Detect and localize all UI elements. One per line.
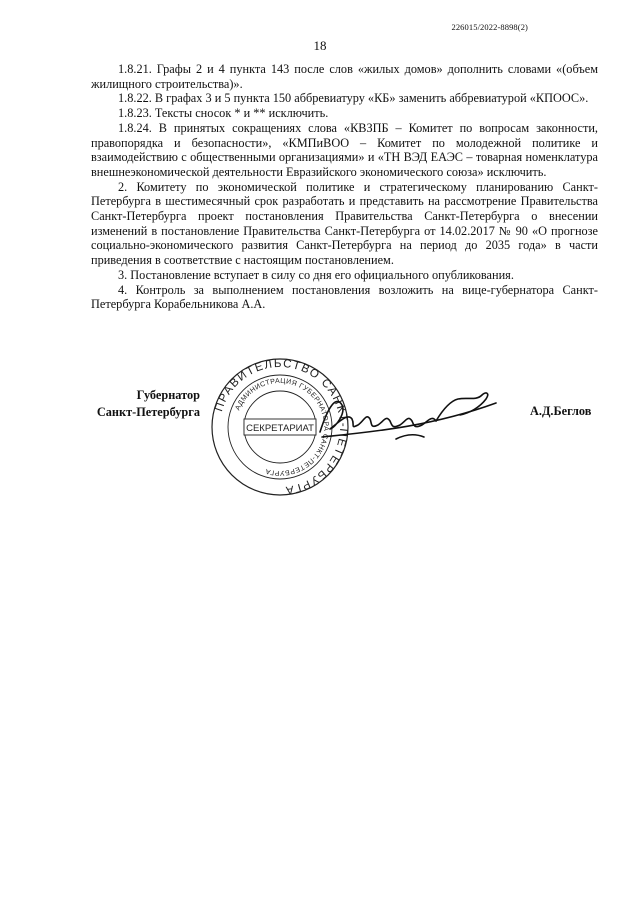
signatory-title-line1: Губернатор bbox=[136, 388, 200, 402]
paragraph-3: 3. Постановление вступает в силу со дня его официального опубликования. bbox=[118, 267, 514, 282]
handwritten-signature bbox=[300, 377, 510, 457]
paragraph-1-8-23: 1.8.23. Тексты сносок * и ** исключить. bbox=[118, 106, 329, 121]
paragraph-4: 4. Контроль за выполнением постановления возложить на вице-губернатора Санкт-Петербурга Корабельникова А.А. bbox=[91, 282, 598, 312]
seal-inner-text: АДМИНИСТРАЦИЯ ГУБЕРНАТОРА САНКТ-ПЕТЕРБУРГА bbox=[234, 377, 330, 477]
page-number: 18 bbox=[313, 38, 327, 53]
seal-center-text: СЕКРЕТАРИАТ bbox=[246, 423, 314, 434]
paragraph-2: 2. Комитету по экономической политике и стратегическому планированию Санкт-Петербурга в шестимесячный срок разработать и представить на рассмотрение Правительства Санкт-Петербурга проект постановления Правительства Санкт-Петербурга о внесении изменений в постановление Правительства Санкт-Петербурга от 14.02.2017 № 90 «О прогнозе социально-экономического развития Санкт-Петербурга на период до 2035 года» в части приведения в соответствие с настоящим постановлением. bbox=[91, 179, 598, 268]
document-body bbox=[91, 62, 598, 312]
document-id: 226015/2022-8898(2) bbox=[451, 22, 528, 32]
paragraph-1-8-24: 1.8.24. В принятых сокращениях слова «КВЗПБ – Комитет по вопросам законности, правопорядка и безопасности», «КМПиВОО – Комитет по молодежной политике и взаимодействию с общественными организациями» и «ТН ВЭД ЕАЭС – товарная номенклатура внешнеэкономической деятельности Евразийского экономического союза» исключить. bbox=[91, 120, 598, 179]
signatory-title-line2: Санкт-Петербурга bbox=[96, 405, 200, 419]
signatory-title bbox=[92, 387, 200, 421]
paragraph-1-8-22: 1.8.22. В графах 3 и 5 пункта 150 аббревиатуру «КБ» заменить аббревиатурой «КПООС». bbox=[118, 91, 589, 106]
signatory-name: А.Д.Беглов bbox=[530, 404, 592, 418]
paragraph-1-8-21: 1.8.21. Графы 2 и 4 пункта 143 после слов «жилых домов» дополнить словами «(объем жилищного строительства)». bbox=[91, 62, 598, 91]
seal-outer-text: ПРАВИТЕЛЬСТВО САНКТ-ПЕТЕРБУРГА bbox=[213, 357, 350, 496]
